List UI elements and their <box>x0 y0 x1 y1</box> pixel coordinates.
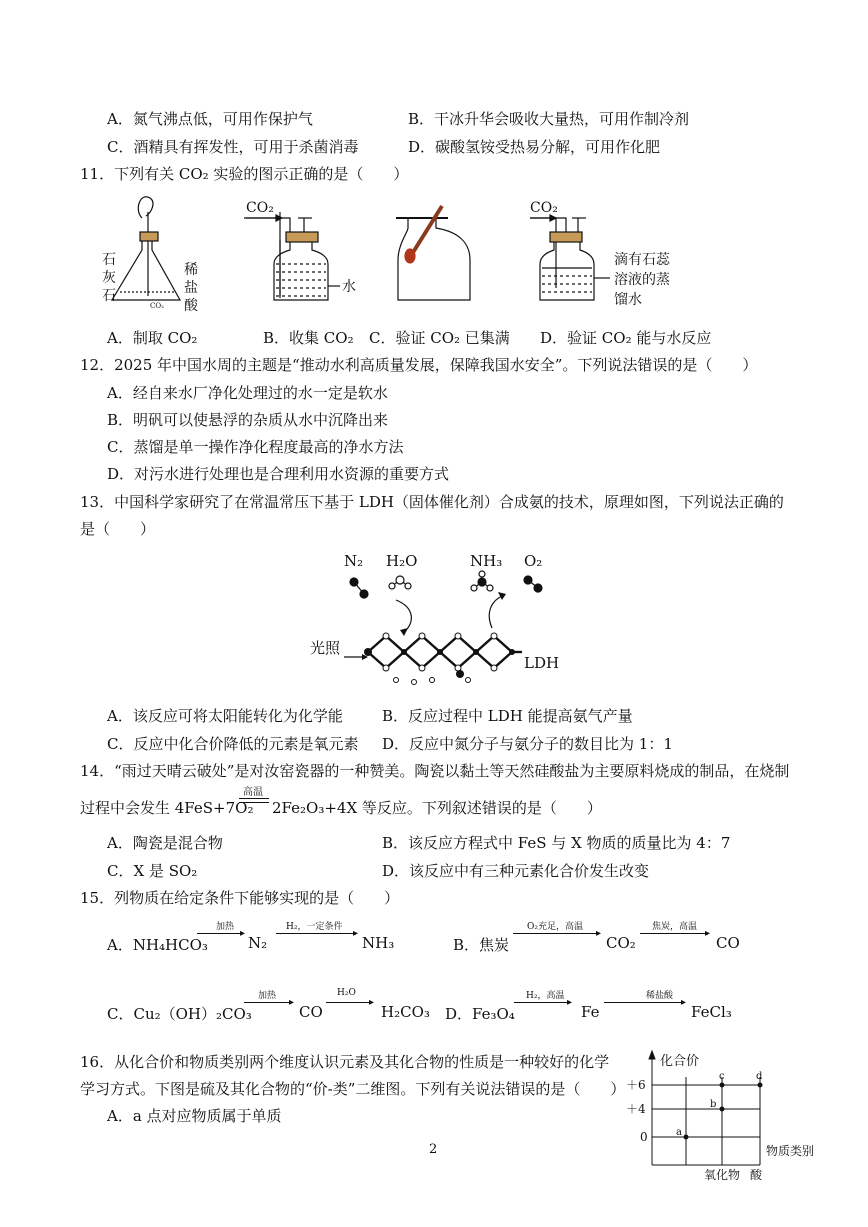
svg-text:CO₂: CO₂ <box>150 302 164 310</box>
label-yan: 盐 <box>184 280 198 296</box>
point-a <box>684 1135 689 1140</box>
q16-valence-chart <box>620 1045 820 1185</box>
q12-option-a: A．经自来水厂净化处理过的水一定是软水 <box>107 384 388 402</box>
q15-c-p2: H₂CO₃ <box>381 1003 430 1021</box>
label-co2-b: CO₂ <box>246 200 274 216</box>
q14-option-d: D．该反应中有三种元素化合价发生改变 <box>382 862 650 880</box>
point-label-a: a <box>676 1127 682 1138</box>
label-ldh: LDH <box>524 654 560 672</box>
label-light: 光照 <box>310 639 341 657</box>
q14-stem-line2-pre: 过程中会发生 4FeS+7O₂ <box>80 799 254 817</box>
chart-tick-x2: 酸 <box>750 1168 763 1182</box>
q14-reaction-bar <box>239 798 269 799</box>
point-b <box>720 1107 725 1112</box>
label-suan: 酸 <box>184 298 198 314</box>
q15-a-p1: N₂ <box>248 934 268 952</box>
q15-b-arrowhead1: ▸ <box>596 928 602 939</box>
label-shi: 石 <box>102 252 116 268</box>
q10-option-b: B．干冰升华会吸收大量热，可用作制冷剂 <box>408 110 690 128</box>
label-hui: 灰 <box>102 270 116 286</box>
q15-d-label: D．Fe₃O₄ <box>445 1005 515 1023</box>
label-litmus-3: 馏水 <box>614 292 642 308</box>
q15-d-cond1: H₂，高温 <box>526 991 565 1001</box>
label-co2-d: CO₂ <box>530 200 558 216</box>
q14-option-c: C．X 是 SO₂ <box>107 862 198 880</box>
q15-c-arrow2 <box>326 1002 372 1003</box>
label-litmus-2: 溶液的蒸 <box>614 272 670 288</box>
q15-c-cond2: H₂O <box>337 988 356 998</box>
q15-d-arrow1 <box>514 1002 570 1003</box>
q16-stem-line2: 学习方式。下图是硫及其化合物的“价-类”二维图。下列有关说法错误的是（ ） <box>80 1080 626 1098</box>
point-d <box>758 1083 763 1088</box>
label-nh3: NH₃ <box>470 552 503 570</box>
q12-stem: 12．2025 年中国水周的主题是“推动水利高质量发展，保障我国水安全”。下列说法错误的是（ ） <box>80 356 758 374</box>
q15-d-arrowhead1: ▸ <box>567 997 573 1008</box>
label-n2: N₂ <box>344 552 364 570</box>
q11-option-a: A．制取 CO₂ <box>107 329 198 347</box>
q15-c-arrowhead1: ▸ <box>289 997 295 1008</box>
point-c <box>720 1083 725 1088</box>
q15-b-p1: CO₂ <box>606 934 636 952</box>
q15-b-cond2: 焦炭，高温 <box>652 922 698 932</box>
q14-option-a: A．陶瓷是混合物 <box>107 834 223 852</box>
label-xi: 稀 <box>184 262 198 278</box>
label-shi2: 石 <box>102 288 116 304</box>
q13-option-b: B．反应过程中 LDH 能提高氨气产量 <box>382 707 633 725</box>
q13-stem-line1: 13．中国科学家研究了在常温常压下基于 LDH（固体催化剂）合成氨的技术，原理如图，下列说法正确的 <box>80 493 784 511</box>
q14-reaction-bar-2 <box>239 802 269 803</box>
q16-option-a: A．a 点对应物质属于单质 <box>107 1107 282 1125</box>
chart-tick-y0: 0 <box>640 1130 648 1144</box>
q14-condition: 高温 <box>243 787 263 798</box>
chart-yaxis-label: 化合价 <box>660 1054 700 1069</box>
q15-b-arrow2 <box>640 933 708 934</box>
q12-option-b: B．明矾可以使悬浮的杂质从水中沉降出来 <box>107 411 389 429</box>
label-o2: O₂ <box>524 552 543 570</box>
q15-b-p2: CO <box>716 934 740 952</box>
q15-d-arrowhead2: ▸ <box>681 997 687 1008</box>
q11-stem: 11．下列有关 CO₂ 实验的图示正确的是（ ） <box>80 165 409 183</box>
q15-stem: 15．列物质在给定条件下能够实现的是（ ） <box>80 889 400 907</box>
q15-a-arrow2 <box>276 933 356 934</box>
q15-a-arrowhead2: ▸ <box>353 928 359 939</box>
chart-tick-x1: 氧化物 <box>704 1168 741 1182</box>
point-label-d: d <box>756 1071 763 1082</box>
q15-d-p2: FeCl₃ <box>691 1003 732 1021</box>
q15-d-cond2: 稀盐酸 <box>646 991 674 1001</box>
page-number: 2 <box>429 1142 438 1157</box>
q15-c-cond1: 加热 <box>258 991 277 1001</box>
label-water: 水 <box>342 279 356 295</box>
q15-d-p1: Fe <box>581 1003 600 1021</box>
q13-option-c: C．反应中化合价降低的元素是氧元素 <box>107 735 359 753</box>
point-label-c: c <box>719 1071 725 1082</box>
q15-c-arrowhead2: ▸ <box>369 997 375 1008</box>
q15-c-p1: CO <box>299 1003 323 1021</box>
q15-d-arrow2 <box>604 1002 684 1003</box>
q11-option-b: B．收集 CO₂ <box>263 329 354 347</box>
q15-a-p2: NH₃ <box>362 934 395 952</box>
q15-a-label: A．NH₄HCO₃ <box>107 936 208 954</box>
q14-option-b: B．该反应方程式中 FeS 与 X 物质的质量比为 4：7 <box>382 834 731 852</box>
chart-xaxis-label: 物质类别 <box>766 1144 815 1158</box>
q15-a-cond2: H₂，一定条件 <box>286 922 343 932</box>
q12-option-d: D．对污水进行处理也是合理利用水资源的重要方式 <box>107 465 450 483</box>
q15-b-arrowhead2: ▸ <box>705 928 711 939</box>
q11-option-d: D．验证 CO₂ 能与水反应 <box>540 329 712 347</box>
q15-a-arrow1 <box>197 933 243 934</box>
label-litmus-1: 滴有石蕊 <box>614 252 670 268</box>
point-label-b: b <box>710 1099 717 1110</box>
q15-b-arrow1 <box>513 933 599 934</box>
q12-option-c: C．蒸馏是单一操作净化程度最高的净水方法 <box>107 438 404 456</box>
q10-option-d: D．碳酸氢铵受热易分解，可用作化肥 <box>408 138 661 156</box>
q15-b-cond1: O₂充足，高温 <box>527 922 583 932</box>
chart-tick-y6: ＋6 <box>626 1078 646 1092</box>
q13-stem-line2: 是（ ） <box>80 520 156 538</box>
q14-stem-line1: 14．“雨过天晴云破处”是对汝窑瓷器的一种赞美。陶瓷以黏土等天然硅酸盐为主要原料烧成的制品，在烧制 <box>80 762 790 780</box>
q13-ldh-figure <box>300 540 580 700</box>
q11-apparatus-figure <box>90 188 730 318</box>
q15-c-label: C．Cu₂（OH）₂CO₃ <box>107 1005 252 1023</box>
label-h2o: H₂O <box>386 552 418 570</box>
q10-option-a: A．氮气沸点低，可用作保护气 <box>107 110 313 128</box>
q14-stem-line2-post: 2Fe₂O₃+4X 等反应。下列叙述错误的是（ ） <box>272 799 602 817</box>
q11-option-c: C．验证 CO₂ 已集满 <box>369 329 510 347</box>
q15-a-cond1: 加热 <box>216 922 235 932</box>
q15-c-arrow1 <box>244 1002 292 1003</box>
q13-option-d: D．反应中氮分子与氨分子的数目比为 1：1 <box>382 735 673 753</box>
chart-tick-y4: ＋4 <box>626 1102 646 1116</box>
q15-a-arrowhead1: ▸ <box>240 928 246 939</box>
q16-stem-line1: 16．从化合价和物质类别两个维度认识元素及其化合物的性质是一种较好的化学 <box>80 1053 610 1071</box>
q10-option-c: C．酒精具有挥发性，可用于杀菌消毒 <box>107 138 359 156</box>
q15-b-label: B．焦炭 <box>453 936 510 954</box>
q13-option-a: A．该反应可将太阳能转化为化学能 <box>107 707 343 725</box>
